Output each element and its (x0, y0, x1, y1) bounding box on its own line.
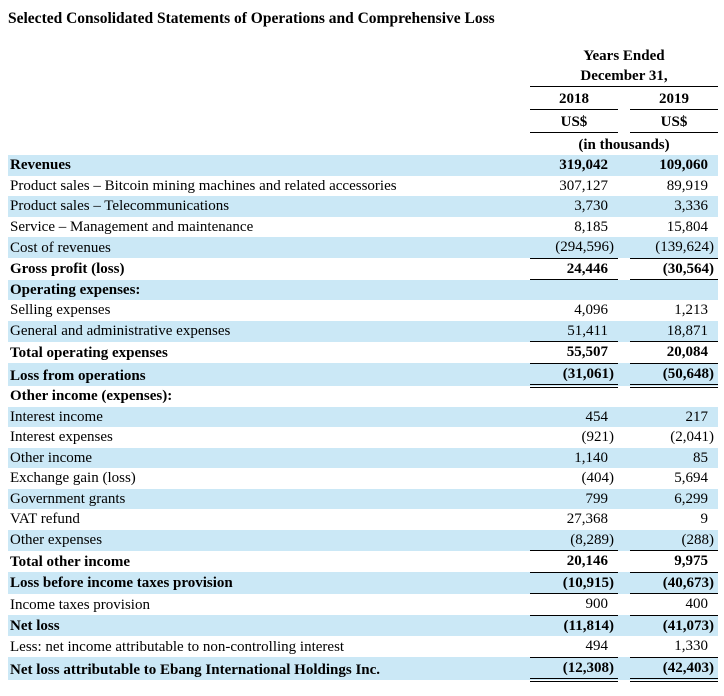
row-label: Less: net income attributable to non-controlling interest (10, 638, 345, 655)
row-label: Net loss (8, 615, 530, 636)
row-value-2019: 20,084 (630, 342, 718, 364)
table-row (8, 217, 718, 238)
row-value-2018: 1,140 (530, 448, 618, 469)
row-label: Total other income (10, 553, 130, 570)
column-gap (618, 386, 630, 407)
header-row-units (8, 133, 718, 156)
column-gap (618, 258, 630, 280)
row-value-2019: (30,564) (630, 258, 718, 280)
table-row (8, 321, 718, 342)
row-value-2019: 400 (630, 594, 718, 616)
row-label: Interest expenses (10, 429, 113, 445)
row-value-2019: 85 (630, 448, 718, 469)
row-label: Revenues (8, 155, 530, 176)
column-gap (618, 551, 630, 573)
column-gap (618, 509, 630, 530)
statement-title: Selected Consolidated Statements of Operations and Comprehensive Loss (8, 10, 495, 27)
table-row (8, 176, 718, 197)
row-value-2018: 799 (530, 489, 618, 510)
row-label: General and administrative expenses (8, 321, 530, 342)
row-value-2019: 217 (630, 407, 718, 428)
table-row (8, 657, 718, 680)
period-label-line2: December 31, (530, 66, 718, 87)
table-row (8, 551, 718, 573)
row-value-2018: 319,042 (530, 155, 618, 176)
row-label: Selling expenses (10, 302, 111, 318)
row-value-2018 (530, 280, 618, 301)
row-label: Income taxes provision (10, 596, 150, 613)
row-label: Government grants (8, 489, 530, 510)
row-label: VAT refund (10, 511, 80, 527)
statement-rows (8, 155, 718, 680)
row-value-2019: (139,624) (630, 237, 718, 258)
units-note: (in thousands) (578, 137, 670, 153)
row-value-2018: 8,185 (574, 218, 608, 235)
row-value-2019: 15,804 (666, 218, 708, 235)
period-label-line1: Years Ended (583, 48, 665, 64)
column-gap (618, 280, 630, 301)
row-value-2018: 307,127 (559, 177, 608, 194)
header-spacer (8, 66, 530, 87)
column-gap (618, 87, 630, 110)
header-spacer (8, 46, 530, 66)
row-value-2019: (41,073) (630, 615, 718, 636)
column-gap (618, 427, 630, 448)
row-value-2018: (12,308) (530, 657, 618, 680)
row-value-2018: 20,146 (530, 551, 618, 573)
row-value-2019: (288) (630, 530, 718, 551)
row-value-2019: 5,694 (674, 470, 708, 486)
row-value-2019: 1,330 (630, 636, 718, 657)
table-row (8, 427, 718, 448)
table-row (8, 196, 718, 217)
column-gap (618, 448, 630, 469)
row-value-2018: (294,596) (530, 237, 618, 258)
header-row-years (8, 87, 718, 110)
table-row (8, 407, 718, 428)
table-row (8, 300, 718, 321)
row-value-2018: 51,411 (530, 321, 618, 342)
row-value-2018: 494 (530, 636, 618, 657)
table-row (8, 280, 718, 301)
row-value-2018: (8,289) (530, 530, 618, 551)
row-label: Cost of revenues (8, 237, 530, 258)
table-row (8, 468, 718, 489)
row-label: Product sales – Telecommunications (8, 196, 530, 217)
row-label: Net loss attributable to Ebang International Holdings Inc. (8, 657, 530, 680)
row-value-2018: (31,061) (530, 363, 618, 386)
table-row (8, 572, 718, 594)
column-gap (618, 594, 630, 616)
column-gap (618, 489, 630, 510)
table-row (8, 489, 718, 510)
column-gap (618, 155, 630, 176)
currency-header-2018: US$ (530, 110, 618, 133)
row-label: Exchange gain (loss) (10, 470, 136, 486)
year-header-2019: 2019 (630, 87, 718, 110)
row-value-2019: (42,403) (630, 657, 718, 680)
row-label: Loss before income taxes provision (8, 572, 530, 594)
row-value-2018: 27,368 (566, 511, 608, 527)
table-row (8, 615, 718, 636)
column-gap (618, 657, 630, 680)
table-row (8, 258, 718, 280)
row-value-2018: (11,814) (530, 615, 618, 636)
table-row (8, 342, 718, 364)
header-row-currency (8, 110, 718, 133)
row-label: Gross profit (loss) (10, 261, 125, 277)
column-gap (618, 342, 630, 364)
column-gap (618, 468, 630, 489)
row-value-2019: 18,871 (630, 321, 718, 342)
table-row (8, 509, 718, 530)
column-gap (618, 217, 630, 238)
header-row-period-1 (8, 46, 718, 66)
column-gap (618, 110, 630, 133)
column-gap (618, 196, 630, 217)
header-row-period-2 (8, 66, 718, 87)
row-value-2018: 24,446 (530, 258, 618, 280)
column-gap (618, 636, 630, 657)
column-gap (618, 237, 630, 258)
year-header-2018: 2018 (530, 87, 618, 110)
row-value-2019 (630, 280, 718, 301)
table-row (8, 363, 718, 386)
row-value-2018: (404) (581, 470, 614, 486)
column-gap (618, 407, 630, 428)
row-value-2019: (40,673) (630, 572, 718, 594)
row-value-2019: 9,975 (630, 551, 718, 573)
column-gap (618, 615, 630, 636)
row-value-2018: 3,730 (530, 196, 618, 217)
row-label: Interest income (8, 407, 530, 428)
header-spacer (8, 110, 530, 133)
row-value-2019: 9 (700, 511, 708, 527)
table-header (8, 46, 718, 155)
row-value-2018: 454 (530, 407, 618, 428)
table-row (8, 594, 718, 616)
row-value-2018: (921) (581, 429, 614, 445)
row-label: Total operating expenses (10, 344, 168, 361)
column-gap (618, 572, 630, 594)
row-label: Other income (8, 448, 530, 469)
operations-statement-table (8, 46, 718, 682)
row-value-2018 (530, 386, 618, 407)
table-row (8, 448, 718, 469)
table-row (8, 636, 718, 657)
table-row (8, 237, 718, 258)
table-row (8, 530, 718, 551)
row-label: Product sales – Bitcoin mining machines and related accessories (10, 177, 397, 194)
row-value-2019: (50,648) (630, 363, 718, 386)
row-value-2018: 55,507 (530, 342, 618, 364)
row-value-2018: 900 (530, 594, 618, 616)
table-row (8, 155, 718, 176)
row-value-2018: (10,915) (530, 572, 618, 594)
column-gap (618, 363, 630, 386)
header-spacer (8, 87, 530, 110)
currency-header-2019: US$ (630, 110, 718, 133)
row-label: Other expenses (8, 530, 530, 551)
column-gap (618, 176, 630, 197)
row-label: Other income (expenses): (10, 388, 173, 404)
header-spacer (8, 133, 530, 156)
table-row (8, 386, 718, 407)
row-value-2019 (630, 386, 718, 407)
column-gap (618, 300, 630, 321)
row-value-2018: 4,096 (574, 302, 608, 318)
row-label: Operating expenses: (8, 280, 530, 301)
column-gap (618, 321, 630, 342)
row-value-2019: 109,060 (630, 155, 718, 176)
column-gap (618, 530, 630, 551)
row-value-2019: 1,213 (674, 302, 708, 318)
row-value-2019: 89,919 (666, 177, 708, 194)
row-label: Loss from operations (8, 363, 530, 386)
row-value-2019: 3,336 (630, 196, 718, 217)
row-value-2019: 6,299 (630, 489, 718, 510)
row-value-2019: (2,041) (670, 429, 714, 445)
row-label: Service – Management and maintenance (10, 218, 254, 235)
